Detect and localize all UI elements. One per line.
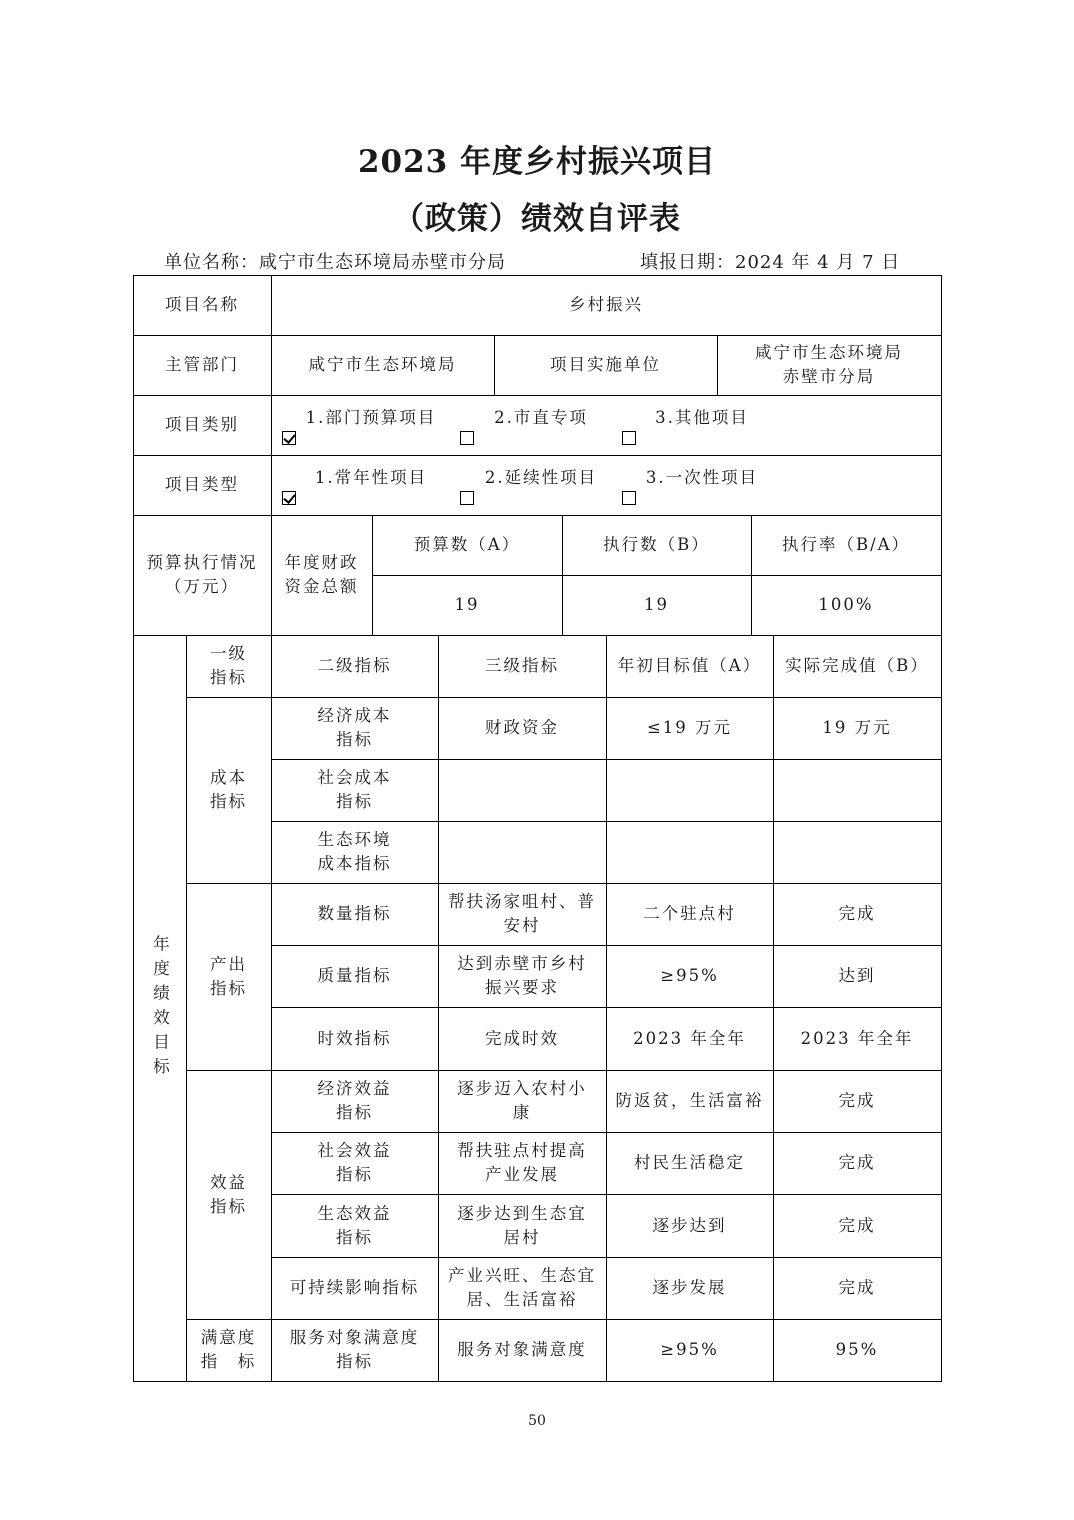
level2-indicator-text: 服务对象满意度 xyxy=(289,1328,420,1347)
level2-indicator-text: 经济成本 xyxy=(317,706,392,725)
level2-indicator-text: 生态环境 xyxy=(317,830,392,849)
impl-unit-label xyxy=(494,335,717,395)
level2-indicator xyxy=(271,1194,438,1257)
project-name-label-text: 项目名称 xyxy=(165,295,239,314)
actual-value xyxy=(773,1319,941,1381)
target-value xyxy=(606,821,773,883)
level3-indicator xyxy=(438,759,606,821)
level2-indicator-text: 时效指标 xyxy=(317,1028,392,1048)
actual-value-text: 完成 xyxy=(838,904,876,923)
level1-group xyxy=(186,1070,271,1319)
level1-group-text: 指标 xyxy=(210,792,247,811)
actual-value-text: 完成 xyxy=(838,1153,876,1172)
type-label xyxy=(133,455,271,515)
budget-col-header-text: 预算数（A） xyxy=(413,535,521,554)
target-value xyxy=(606,697,773,759)
level3-indicator xyxy=(438,1070,606,1132)
checked-box-icon xyxy=(282,491,296,505)
level1-group xyxy=(186,1319,271,1381)
level2-indicator xyxy=(271,1007,438,1070)
actual-value-text: 95% xyxy=(835,1340,879,1359)
actual-value xyxy=(773,697,941,759)
budget-label-text: （万元） xyxy=(165,577,239,596)
level3-indicator-text: 产业兴旺、生态宜 xyxy=(448,1266,596,1285)
impl-unit-value-text: 赤壁市分局 xyxy=(782,367,876,386)
level3-indicator-text: 安村 xyxy=(503,916,541,935)
budget-col-header-text: 执行率（B/A） xyxy=(781,535,911,554)
actual-value xyxy=(773,821,941,883)
category-options-option xyxy=(282,406,460,444)
type-options-option-label: 3.一次性项目 xyxy=(645,468,759,487)
level2-indicator xyxy=(271,1319,438,1381)
empty-box-icon xyxy=(460,491,474,505)
type-options-option xyxy=(460,466,622,504)
type-label-text: 项目类型 xyxy=(165,475,239,494)
target-value xyxy=(606,945,773,1007)
level2-indicator xyxy=(271,759,438,821)
level2-indicator xyxy=(271,697,438,759)
annual-fund-label xyxy=(271,515,372,635)
level3-indicator-text: 服务对象满意度 xyxy=(457,1340,587,1359)
budget-col-header xyxy=(751,515,941,575)
actual-value-text: 完成 xyxy=(838,1278,876,1297)
budget-col-header-text: 执行数（B） xyxy=(603,535,710,554)
actual-value-text: 完成 xyxy=(838,1215,876,1235)
level2-indicator-text: 指标 xyxy=(336,792,373,811)
level2-indicator xyxy=(271,883,438,945)
level2-indicator-text: 指标 xyxy=(336,730,373,749)
level3-indicator xyxy=(438,1132,606,1194)
level1-header xyxy=(186,635,271,697)
title-line-1: 2023 年度乡村振兴项目 xyxy=(357,144,717,180)
level3-indicator xyxy=(438,1319,606,1381)
level2-indicator-text: 经济效益 xyxy=(317,1079,392,1098)
target-value xyxy=(606,883,773,945)
category-options-option-label: 2.市直专项 xyxy=(494,408,588,427)
level2-indicator-text: 指标 xyxy=(336,1103,373,1122)
budget-col-header xyxy=(562,515,751,575)
empty-box-icon xyxy=(622,431,636,445)
type-options-option-label: 1.常年性项目 xyxy=(314,468,428,487)
level2-indicator-text: 指标 xyxy=(336,1227,373,1247)
target-value xyxy=(606,1007,773,1070)
level3-indicator-text: 逐步达到生态宜 xyxy=(457,1203,587,1223)
level3-indicator-text: 完成时效 xyxy=(485,1028,559,1048)
level2-indicator-text: 指标 xyxy=(336,1165,373,1184)
target-header-text: 年初目标值（A） xyxy=(617,656,762,675)
actual-value xyxy=(773,883,941,945)
level3-indicator-text: 逐步迈入农村小 xyxy=(457,1079,587,1098)
target-value-text: 逐步达到 xyxy=(652,1215,727,1235)
level1-group-text: 成本 xyxy=(210,768,247,787)
type-options-option xyxy=(282,466,460,504)
project-name-value-text: 乡村振兴 xyxy=(569,295,643,314)
table-border-bottom xyxy=(133,1381,941,1382)
target-header xyxy=(606,635,773,697)
level2-indicator-text: 生态效益 xyxy=(317,1203,392,1223)
level2-indicator-text: 社会成本 xyxy=(317,768,392,787)
level3-indicator-text: 帮扶驻点村提高 xyxy=(457,1141,587,1160)
category-label-text: 项目类别 xyxy=(165,415,239,434)
category-options-option xyxy=(622,406,782,444)
level1-header-text: 一级 xyxy=(210,644,247,663)
level1-group-text: 指 标 xyxy=(200,1352,257,1371)
actual-value xyxy=(773,1007,941,1070)
level1-group-text: 满意度 xyxy=(200,1328,257,1347)
annual-fund-label-text: 年度财政 xyxy=(284,553,359,572)
table-border-right xyxy=(941,275,942,1382)
target-value xyxy=(606,759,773,821)
annual-fund-label-text: 资金总额 xyxy=(284,577,359,596)
level3-indicator-text: 达到赤壁市乡村 xyxy=(457,954,587,973)
level3-indicator-text: 居村 xyxy=(503,1227,541,1247)
level2-indicator xyxy=(271,945,438,1007)
level3-indicator-text: 康 xyxy=(512,1103,532,1122)
target-value-text: 二个驻点村 xyxy=(643,904,736,923)
target-value-text: ≥95% xyxy=(660,1340,719,1359)
target-value-text: 村民生活稳定 xyxy=(634,1153,745,1172)
dept-value-text: 咸宁市生态环境局 xyxy=(308,355,457,374)
actual-value xyxy=(773,1194,941,1257)
actual-value-text: 完成 xyxy=(838,1091,876,1110)
level1-group-text: 指标 xyxy=(210,978,247,998)
level1-group-text: 产出 xyxy=(210,954,247,974)
dept-label xyxy=(133,335,271,395)
level3-indicator xyxy=(438,697,606,759)
target-value xyxy=(606,1132,773,1194)
actual-value xyxy=(773,1132,941,1194)
level2-header xyxy=(271,635,438,697)
dept-value xyxy=(271,335,494,395)
level3-header-text: 三级指标 xyxy=(485,656,559,675)
category-options xyxy=(282,395,922,455)
budget-col-value-text: 100% xyxy=(818,595,874,614)
empty-box-icon xyxy=(460,431,474,445)
target-value xyxy=(606,1319,773,1381)
level2-indicator-text: 指标 xyxy=(336,1352,373,1371)
target-value xyxy=(606,1194,773,1257)
level3-indicator-text: 居、生活富裕 xyxy=(466,1290,578,1309)
target-value-text: ≥95% xyxy=(660,966,719,985)
annual-goal-label-text: 年度绩效目标 xyxy=(150,934,170,1082)
type-options-option-label: 2.延续性项目 xyxy=(484,468,598,487)
level3-indicator xyxy=(438,1007,606,1070)
target-value-text: 2023 年全年 xyxy=(633,1028,746,1048)
empty-box-icon xyxy=(622,491,636,505)
budget-col-value-text: 19 xyxy=(454,595,480,614)
annual-goal-label xyxy=(133,635,186,1381)
level2-indicator-text: 质量指标 xyxy=(317,966,392,985)
level2-indicator xyxy=(271,821,438,883)
target-value xyxy=(606,1070,773,1132)
project-name-value xyxy=(271,275,941,335)
budget-col-header xyxy=(372,515,562,575)
actual-header-text: 实际完成值（B） xyxy=(785,656,929,675)
level2-indicator-text: 数量指标 xyxy=(317,904,392,923)
level1-group-text: 效益 xyxy=(210,1172,247,1192)
actual-header xyxy=(773,635,941,697)
type-options xyxy=(282,455,922,515)
level3-indicator-text: 帮扶汤家咀村、普 xyxy=(448,892,596,911)
level2-header-text: 二级指标 xyxy=(317,656,392,675)
impl-unit-value-text: 咸宁市生态环境局 xyxy=(755,343,903,362)
actual-value-text: 达到 xyxy=(838,966,876,985)
category-options-option xyxy=(460,406,622,444)
level3-indicator-text: 产业发展 xyxy=(485,1165,559,1184)
target-value-text: ≤19 万元 xyxy=(646,718,733,737)
level2-indicator-text: 成本指标 xyxy=(317,854,392,873)
level3-indicator xyxy=(438,821,606,883)
category-options-option-label: 1.部门预算项目 xyxy=(305,408,437,427)
target-value-text: 逐步发展 xyxy=(652,1278,727,1297)
level3-indicator xyxy=(438,1257,606,1319)
impl-unit-value xyxy=(717,335,941,395)
level1-group xyxy=(186,697,271,883)
budget-col-value xyxy=(562,575,751,635)
actual-value xyxy=(773,1070,941,1132)
project-name-label xyxy=(133,275,271,335)
target-value xyxy=(606,1257,773,1319)
budget-col-value-text: 19 xyxy=(644,595,669,614)
budget-label xyxy=(133,515,271,635)
level1-header-text: 指标 xyxy=(210,668,247,687)
budget-label-text: 预算执行情况 xyxy=(146,553,258,572)
actual-value-text: 2023 年全年 xyxy=(800,1028,914,1048)
level3-indicator xyxy=(438,883,606,945)
level2-indicator xyxy=(271,1070,438,1132)
actual-value xyxy=(773,759,941,821)
budget-col-value xyxy=(751,575,941,635)
category-options-option-label: 3.其他项目 xyxy=(655,408,749,427)
page-number: 50 xyxy=(528,1413,546,1429)
level3-indicator xyxy=(438,945,606,1007)
checked-box-icon xyxy=(282,431,296,445)
type-options-option xyxy=(622,466,782,504)
impl-unit-label-text: 项目实施单位 xyxy=(550,355,661,374)
fill-date: 填报日期：2024 年 4 月 7 日 xyxy=(640,252,901,273)
actual-value-text: 19 万元 xyxy=(822,718,892,737)
level1-group xyxy=(186,883,271,1070)
level3-indicator xyxy=(438,1194,606,1257)
level3-header xyxy=(438,635,606,697)
level3-indicator-text: 财政资金 xyxy=(485,718,559,737)
title-line-2: （政策）绩效自评表 xyxy=(393,201,681,237)
level2-indicator-text: 社会效益 xyxy=(317,1141,392,1160)
actual-value xyxy=(773,1257,941,1319)
category-label xyxy=(133,395,271,455)
level2-indicator xyxy=(271,1132,438,1194)
budget-col-value xyxy=(372,575,562,635)
level2-indicator-text: 可持续影响指标 xyxy=(289,1278,420,1297)
level2-indicator xyxy=(271,1257,438,1319)
dept-label-text: 主管部门 xyxy=(165,355,239,374)
level1-group-text: 指标 xyxy=(210,1196,247,1216)
level3-indicator-text: 振兴要求 xyxy=(485,978,559,997)
actual-value xyxy=(773,945,941,1007)
target-value-text: 防返贫，生活富裕 xyxy=(615,1091,764,1110)
unit-name: 单位名称：咸宁市生态环境局赤壁市分局 xyxy=(164,252,506,273)
